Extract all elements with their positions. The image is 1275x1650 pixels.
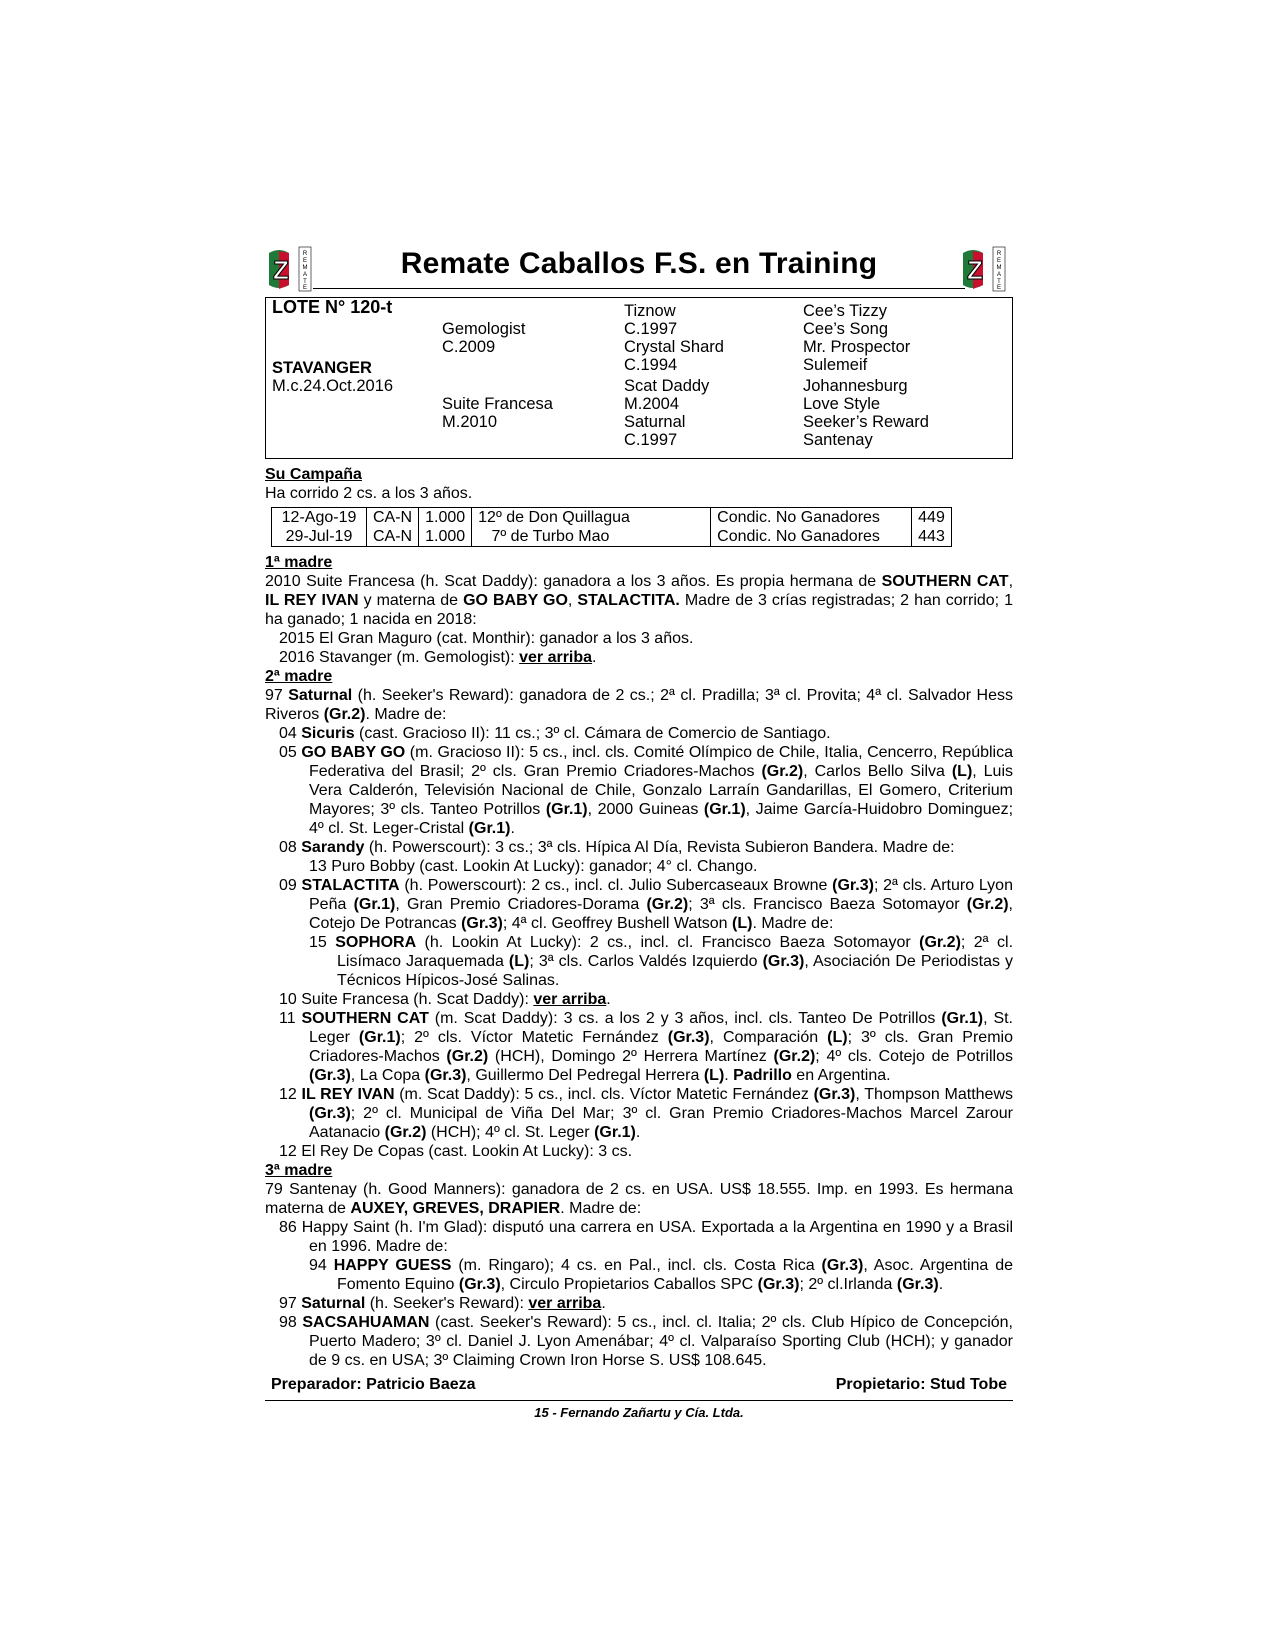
svg-text:M: M xyxy=(996,265,1002,271)
campaign-title: Su Campaña xyxy=(265,466,362,483)
ancestor: Santenay xyxy=(803,431,873,449)
ancestor: Johannesburg xyxy=(803,377,908,395)
granddam-1: Crystal Shard xyxy=(624,338,724,356)
horse-name: STAVANGER xyxy=(272,359,372,377)
first-dam-title: 1ª madre xyxy=(265,554,333,571)
owner-label: Propietario: Stud Tobe xyxy=(835,1376,1007,1393)
sire-info: C.2009 xyxy=(442,338,496,356)
race-distance: 1.000 xyxy=(419,527,472,547)
svg-text:R: R xyxy=(302,251,308,257)
zanartu-logo-icon xyxy=(959,245,1013,293)
race-date: 29-Jul-19 xyxy=(272,527,367,547)
title-divider xyxy=(313,288,965,289)
grandsire-2: Scat Daddy xyxy=(624,377,710,395)
horse-info: M.c.24.Oct.2016 xyxy=(272,377,394,395)
dam-name: Suite Francesa xyxy=(442,395,553,413)
grandsire-2-info: M.2004 xyxy=(624,395,680,413)
svg-text:E: E xyxy=(996,258,1002,264)
footer-divider xyxy=(265,1400,1013,1401)
svg-text:Z: Z xyxy=(273,255,289,285)
table-row xyxy=(272,508,952,528)
first-dam-text: 2010 Suite Francesa (h. Scat Daddy): ganadora a los 3 años. Es propia hermana de SOUTHERN CAT, IL REY IVAN y materna de GO BABY GO, STALACTITA. Madre de 3 crías registradas; 2 han corrido; 1 ha ganado; 1 nacida en 2018: xyxy=(265,573,1014,628)
svg-text:E: E xyxy=(302,285,308,291)
svg-text:A: A xyxy=(996,272,1002,278)
race-date: 12-Ago-19 xyxy=(272,508,367,528)
svg-text:A: A xyxy=(302,272,308,278)
offspring-entry: 12 El Rey De Copas (cast. Lookin At Lucky): 3 cs. xyxy=(279,1143,633,1160)
pedigree-box xyxy=(265,297,1013,459)
svg-text:T: T xyxy=(303,279,307,285)
zanartu-logo-icon xyxy=(265,245,319,293)
svg-text:M: M xyxy=(302,265,308,271)
ancestor: Cee’s Song xyxy=(803,320,889,338)
offspring-entry: 05 GO BABY GO (m. Gracioso II): 5 cs., incl. cls. Comité Olímpico de Chile, Italia, Cencerro, República Federativa del Brasil; 2º cls. Gran Premio Criadores-Machos (Gr.2), Carlos Bello Silva (L), Luis Vera Calderón, Televisión Nacional de Chile, Gonzalo Larraín Gandarillas, El Gomero, Criterium Mayores; 3º cls. Tanteo Potrillos (Gr.1), 2000 Guineas (Gr.1), Jaime García-Huidobro Dominguez; 4º cl. St. Leger-Cristal (Gr.1). xyxy=(279,744,1014,837)
ancestor: Love Style xyxy=(803,395,881,413)
offspring-entry: 2016 Stavanger (m. Gemologist): ver arriba. xyxy=(279,649,597,666)
ancestor: Seeker’s Reward xyxy=(803,413,929,431)
sire-name: Gemologist xyxy=(442,320,526,338)
offspring-entry: 11 SOUTHERN CAT (m. Scat Daddy): 3 cs. a los 2 y 3 años, incl. cls. Tanteo De Potrillos (Gr.1), St. Leger (Gr.1); 2º cls. Víctor Matetic Fernández (Gr.3), Comparación (L); 3º cls. Gran Premio Criadores-Machos (Gr.2) (HCH), Domingo 2º Herrera Martínez (Gr.2); 4º cls. Cotejo de Potrillos (Gr.3), La Copa (Gr.3), Guillermo Del Pedregal Herrera (L). Padrillo en Argentina. xyxy=(279,1010,1014,1084)
third-dam-title: 3ª madre xyxy=(265,1162,333,1179)
catalog-page xyxy=(265,245,1013,1420)
page-footer xyxy=(265,1376,1013,1394)
offspring-entry: 09 STALACTITA (h. Powerscourt): 2 cs., incl. cl. Julio Subercaseaux Browne (Gr.3); 2ª cls. Arturo Lyon Peña (Gr.1), Gran Premio Criadores-Dorama (Gr.2); 3ª cls. Francisco Baeza Sotomayor (Gr.2), Cotejo De Potrancas (Gr.3); 4ª cl. Geoffrey Bushell Watson (L). Madre de: xyxy=(279,877,1013,932)
second-dam-title: 2ª madre xyxy=(265,668,333,685)
offspring-entry: 04 Sicuris (cast. Gracioso II): 11 cs.; 3º cl. Cámara de Comercio de Santiago. xyxy=(279,725,831,742)
svg-text:T: T xyxy=(997,279,1001,285)
svg-text:E: E xyxy=(996,285,1002,291)
campaign-summary: Ha corrido 2 cs. a los 3 años. xyxy=(265,485,473,502)
race-condition: Condic. No Ganadores xyxy=(711,508,912,528)
offspring-entry: 86 Happy Saint (h. I'm Glad): disputó una carrera en USA. Exportada a la Argentina en 1990 y a Brasil en 1996. Madre de: xyxy=(279,1219,1013,1255)
trainer-label: Preparador: Patricio Baeza xyxy=(271,1376,476,1393)
offspring-entry: 98 SACSAHUAMAN (cast. Seeker's Reward): 5 cs., incl. cl. Italia; 2º cls. Club Hípico de Concepción, Puerto Madero; 3º cl. Daniel J. Lyon Amenábar; 4º cl. Valparaíso Sporting Club (HCH); y ganador de 9 cs. en USA; 3º Claiming Crown Iron Horse S. US$ 108.645. xyxy=(279,1314,1013,1369)
race-result: 7º de Turbo Mao xyxy=(472,527,711,547)
offspring-entry: 08 Sarandy (h. Powerscourt): 3 cs.; 3ª cls. Hípica Al Día, Revista Subieron Bandera. Madre de: xyxy=(279,839,955,856)
offspring-entry: 10 Suite Francesa (h. Scat Daddy): ver arriba. xyxy=(279,991,611,1008)
svg-text:R: R xyxy=(996,251,1002,257)
race-distance: 1.000 xyxy=(419,508,472,528)
page-number: 15 - Fernando Zañartu y Cía. Ltda. xyxy=(534,1405,744,1420)
offspring-entry: 12 IL REY IVAN (m. Scat Daddy): 5 cs., incl. cls. Víctor Matetic Fernández (Gr.3), Thompson Matthews (Gr.3); 2º cl. Municipal de Viña Del Mar; 3º cl. Gran Premio Criadores-Machos Marcel Zarour Aatanacio (Gr.2) (HCH); 4º cl. St. Leger (Gr.1). xyxy=(279,1086,1013,1141)
granddam-2-info: C.1997 xyxy=(624,431,678,449)
page-header xyxy=(265,245,1013,295)
race-weight: 443 xyxy=(912,527,952,547)
race-result: 12º de Don Quillagua xyxy=(472,508,711,528)
offspring-entry: 13 Puro Bobby (cast. Lookin At Lucky): ganador; 4° cl. Chango. xyxy=(309,858,758,875)
offspring-entry: 2015 El Gran Maguro (cat. Monthir): ganador a los 3 años. xyxy=(279,630,694,647)
offspring-entry: 94 HAPPY GUESS (m. Ringaro); 4 cs. en Pal., incl. cls. Costa Rica (Gr.3), Asoc. Argentina de Fomento Equino (Gr.3), Circulo Propietarios Caballos SPC (Gr.3); 2º cl.Irlanda (Gr.3). xyxy=(309,1257,1013,1293)
race-table xyxy=(271,507,952,547)
ancestor: Cee’s Tizzy xyxy=(803,302,888,320)
svg-text:Z: Z xyxy=(967,255,983,285)
race-track: CA-N xyxy=(367,527,419,547)
offspring-entry: 97 Saturnal (h. Seeker's Reward): ver arriba. xyxy=(279,1295,606,1312)
svg-text:E: E xyxy=(302,258,308,264)
second-dam-text: 97 Saturnal (h. Seeker's Reward): ganadora de 2 cs.; 2ª cl. Pradilla; 3ª cl. Provita; 4ª cl. Salvador Hess Riveros (Gr.2). Madre de: xyxy=(265,687,1013,723)
third-dam-text: 79 Santenay (h. Good Manners): ganadora de 2 cs. en USA. US$ 18.555. Imp. en 1993. Es hermana materna de AUXEY, GREVES, DRAPIER. Madre de: xyxy=(265,1181,1013,1217)
granddam-1-info: C.1994 xyxy=(624,356,678,374)
lote-label: LOTE N° 120-t xyxy=(272,297,393,317)
grandsire-1-info: C.1997 xyxy=(624,320,678,338)
offspring-entry: 15 SOPHORA (h. Lookin At Lucky): 2 cs., incl. cl. Francisco Baeza Sotomayor (Gr.2); 2ª cl. Lisímaco Jaraquemada (L); 3ª cls. Carlos Valdés Izquierdo (Gr.3), Asociación De Periodistas y Técnicos Hípicos-José Salinas. xyxy=(309,934,1014,989)
dam-info: M.2010 xyxy=(442,413,498,431)
race-track: CA-N xyxy=(367,508,419,528)
table-row xyxy=(272,527,952,547)
race-weight: 449 xyxy=(912,508,952,528)
race-condition: Condic. No Ganadores xyxy=(711,527,912,547)
ancestor: Mr. Prospector xyxy=(803,338,911,356)
grandsire-1: Tiznow xyxy=(624,302,676,320)
ancestor: Sulemeif xyxy=(803,356,868,374)
page-title: Remate Caballos F.S. en Training xyxy=(400,247,878,280)
granddam-2: Saturnal xyxy=(624,413,686,431)
